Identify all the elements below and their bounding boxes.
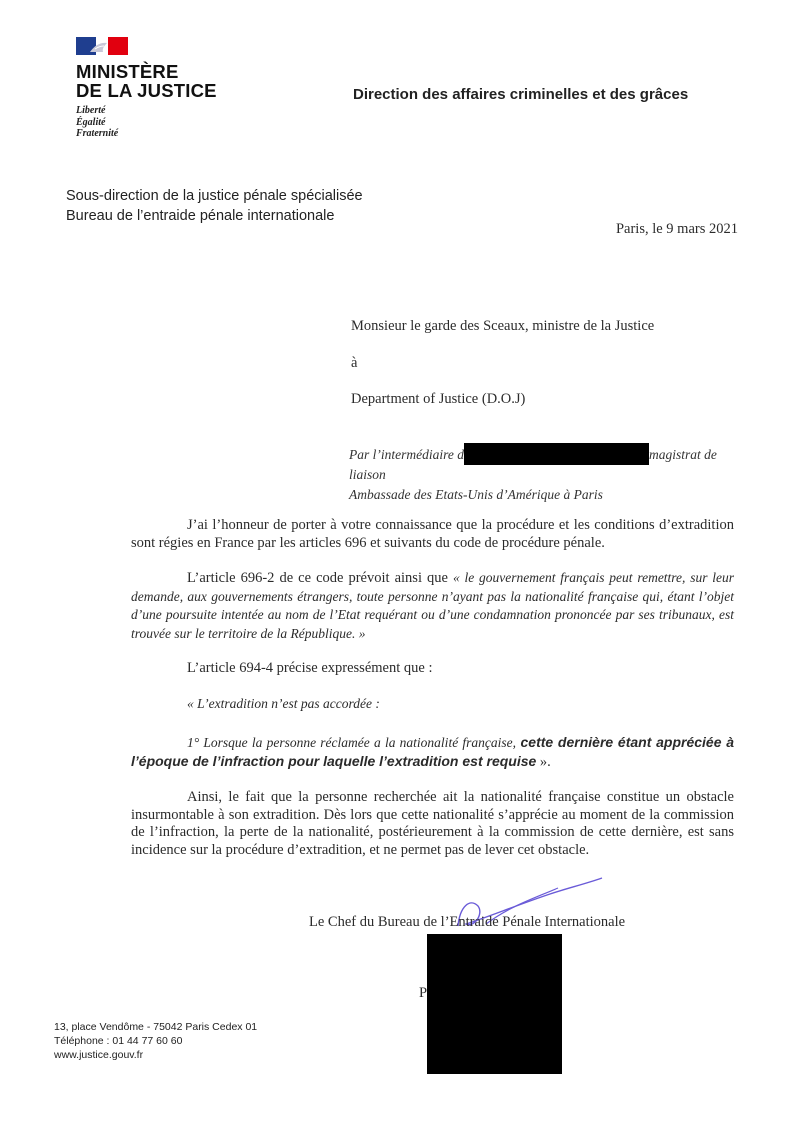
via-embassy: Ambassade des Etats-Unis d’Amérique à Paris: [349, 487, 603, 502]
via-prefix: Par l’intermédiaire d: [349, 447, 464, 462]
subdirection-block: [66, 186, 363, 226]
signature-redaction: [427, 934, 562, 1074]
paragraph-4: « L’extradition n’est pas accordée :: [187, 696, 380, 711]
footer-contact: [54, 1020, 257, 1062]
footer-address: 13, place Vendôme - 75042 Paris Cedex 01: [54, 1021, 258, 1033]
motto-egalite: Égalité: [76, 116, 106, 128]
recipient-line: Department of Justice (D.O.J): [351, 391, 526, 407]
subdirection-name: Sous-direction de la justice pénale spécialisée: [66, 188, 363, 204]
republic-motto: [76, 105, 118, 140]
paragraph-2: [131, 569, 734, 643]
paragraph-6: Ainsi, le fait que la personne recherchée ait la nationalité française constitue un obstacle insurmontable à son extradition. Dès lors que cette nationalité s’apprécie au moment de la commission de l’infraction, la perte de la nationalité, postérieurement à la commission de cette dernière, est sans incidence sur la procédure d’extradition, et ne permet pas de lever cet obstacle.: [131, 789, 734, 858]
name-redaction: [464, 443, 649, 465]
motto-fraternite: Fraternité: [76, 128, 119, 139]
to-word: à: [351, 355, 358, 371]
paragraph-2-intro: L’article 696-2 de ce code prévoit ainsi que: [187, 570, 448, 586]
direction-heading: Direction des affaires criminelles et des grâces: [353, 86, 689, 103]
intermediary-block: [349, 443, 729, 505]
article-696-2-quote: « le gouvernement français peut remettre, sur leur demande, aux gouvernements étrangers, toute personne n’ayant pas la nationalité française qui, étant l’objet d’une poursuite intentée au nom de l’Etat requérant ou d’une condamnation prononcée par ses tribunaux, est trouvée sur le territoire de la République. »: [131, 570, 734, 641]
signatory-title: Le Chef du Bureau de l’Entraide Pénale Internationale: [309, 914, 626, 930]
bureau-name: Bureau de l’entraide pénale internationale: [66, 208, 335, 224]
paragraph-5: [131, 734, 734, 771]
ministry-name: [76, 62, 217, 100]
ministry-name-line-2: DE LA JUSTICE: [76, 80, 217, 101]
article-694-4-quote: 1° Lorsque la personne réclamée a la nationalité française,: [187, 735, 517, 750]
paragraph-3: L’article 694-4 précise expressément que :: [187, 660, 433, 676]
paragraph-1: J’ai l’honneur de porter à votre connaissance que la procédure et les conditions d’extradition sont régies en France par les articles 696 et suivants du code de procédure pénale.: [131, 517, 734, 551]
quote-close: ».: [539, 753, 551, 770]
via-suffix: magistrat de liaison: [349, 447, 717, 482]
letter-date: Paris, le 9 mars 2021: [615, 221, 738, 237]
footer-website: www.justice.gouv.fr: [54, 1049, 144, 1061]
sender-line: Monsieur le garde des Sceaux, ministre de la Justice: [351, 318, 655, 334]
emphasized-quote: cette dernière étant appréciée à l’époque de l’infraction pour laquelle l’extradition est requise: [131, 734, 735, 769]
motto-liberte: Liberté: [76, 105, 106, 116]
footer-phone: Téléphone : 01 44 77 60 60: [54, 1035, 183, 1047]
ministry-name-line-1: MINISTÈRE: [76, 61, 179, 82]
signatory-initial: P: [419, 985, 428, 1001]
marianne-flag-icon: [76, 37, 128, 55]
